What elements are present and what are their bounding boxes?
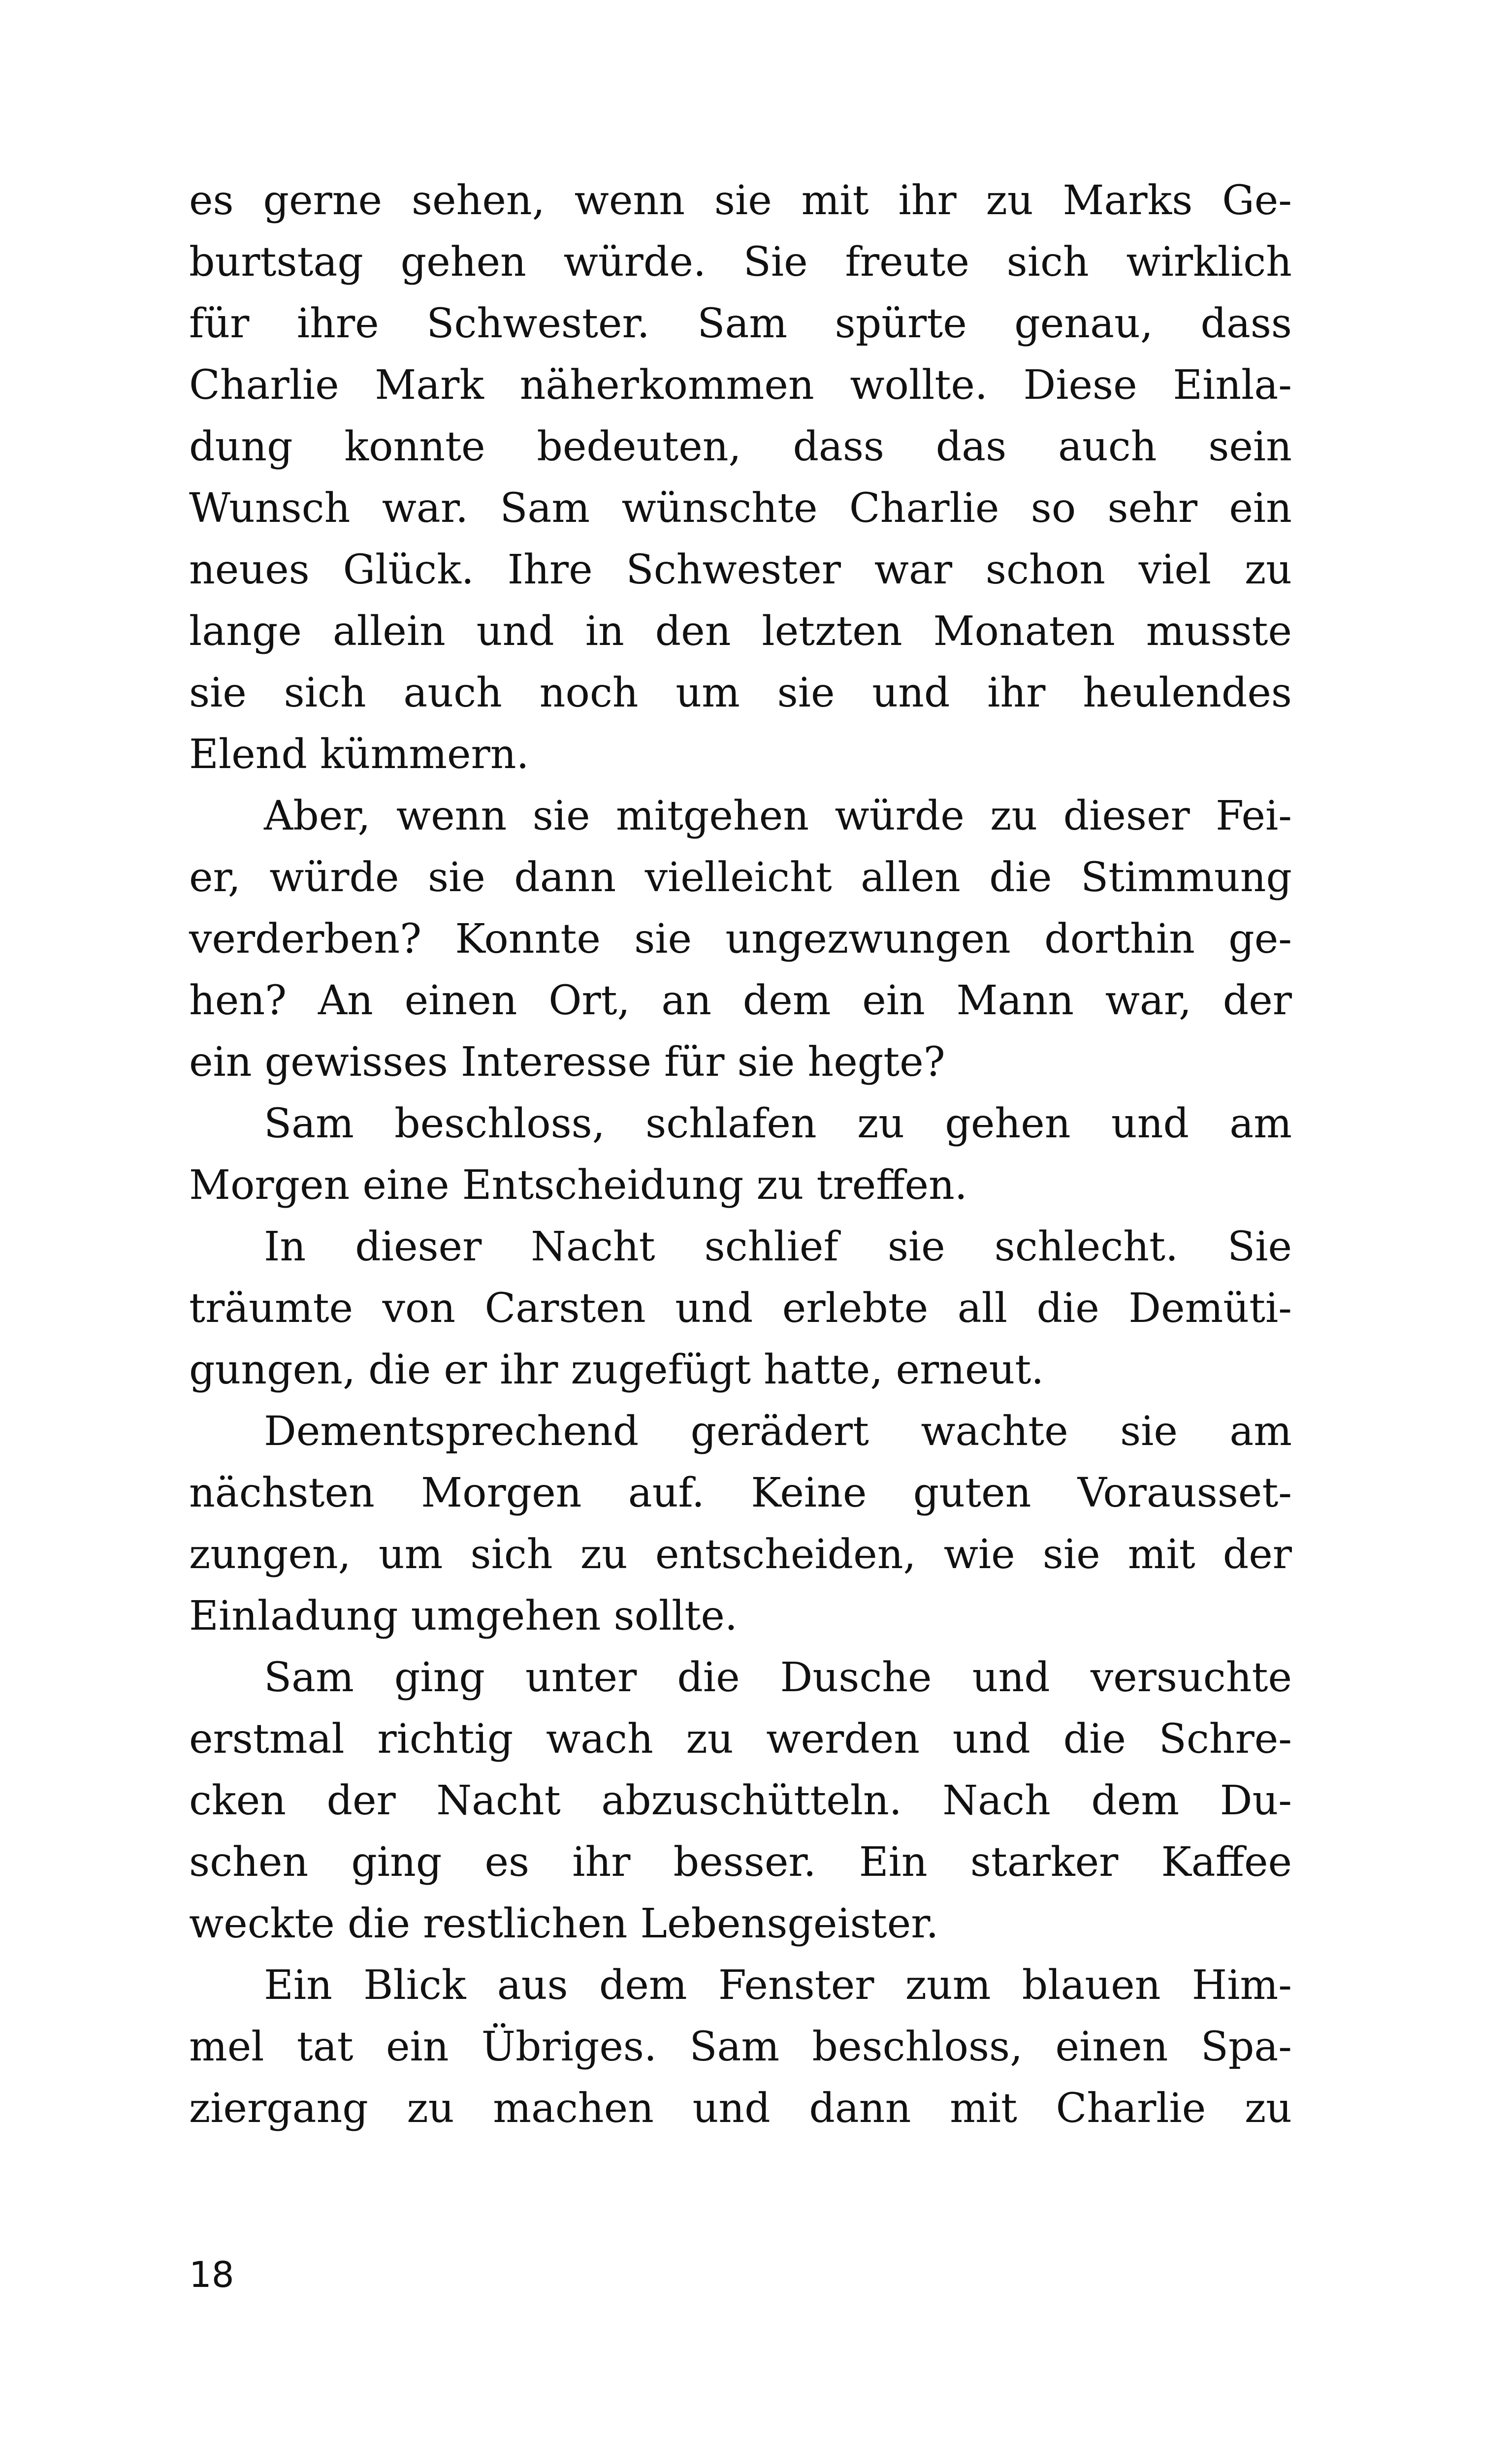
text-line: träumte von Carsten und erlebte all die Demüti- (189, 1285, 1292, 1332)
paragraph-first-line: Ein Blick aus dem Fenster zum blauen Him- (264, 1962, 1292, 2009)
text-line: erstmal richtig wach zu werden und die Schre- (189, 1716, 1292, 1763)
text-line: lange allein und in den letzten Monaten musste (189, 608, 1292, 655)
text-line: hen? An einen Ort, an dem ein Mann war, der (189, 977, 1292, 1024)
text-line: verderben? Konnte sie ungezwungen dorthin ge- (189, 916, 1292, 963)
paragraph-first-line: Sam ging unter die Dusche und versuchte (264, 1654, 1292, 1701)
text-line: es gerne sehen, wenn sie mit ihr zu Marks Ge- (189, 177, 1292, 224)
paragraph-first-line: Aber, wenn sie mitgehen würde zu dieser Fei- (264, 793, 1292, 839)
text-line: cken der Nacht abzuschütteln. Nach dem Du- (189, 1777, 1292, 1824)
text-line: für ihre Schwester. Sam spürte genau, dass (189, 300, 1292, 347)
text-line: sie sich auch noch um sie und ihr heulendes (189, 670, 1292, 716)
text-line: zungen, um sich zu entscheiden, wie sie mit der (189, 1531, 1292, 1578)
text-line: burtstag gehen würde. Sie freute sich wirklich (189, 239, 1292, 286)
text-line: ziergang zu machen und dann mit Charlie zu (189, 2085, 1292, 2132)
paragraph-first-line: Sam beschloss, schlafen zu gehen und am (264, 1100, 1292, 1147)
paragraph-first-line: Dementsprechend gerädert wachte sie am (264, 1408, 1292, 1455)
text-line: weckte die restlichen Lebensgeister. (189, 1900, 939, 1947)
text-line: ein gewisses Interesse für sie hegte? (189, 1039, 945, 1086)
text-line: schen ging es ihr besser. Ein starker Kaffee (189, 1839, 1292, 1886)
body-text (189, 170, 1292, 2139)
text-line: Charlie Mark näherkommen wollte. Diese Einla- (189, 362, 1292, 409)
text-line: neues Glück. Ihre Schwester war schon viel zu (189, 546, 1292, 593)
text-line: gungen, die er ihr zugefügt hatte, erneut. (189, 1347, 1044, 1393)
text-line: Elend kümmern. (189, 731, 529, 778)
text-line: nächsten Morgen auf. Keine guten Vorausset- (189, 1470, 1292, 1516)
text-line: mel tat ein Übriges. Sam beschloss, einen Spa- (189, 2024, 1292, 2070)
text-line: Morgen eine Entscheidung zu treffen. (189, 1162, 967, 1209)
text-line: Wunsch war. Sam wünschte Charlie so sehr ein (189, 485, 1292, 532)
text-line: dung konnte bedeuten, dass das auch sein (189, 423, 1292, 470)
text-line: Einladung umgehen sollte. (189, 1593, 738, 1639)
text-line: er, würde sie dann vielleicht allen die Stimmung (189, 854, 1292, 901)
page-number: 18 (189, 2254, 234, 2295)
paragraph-first-line: In dieser Nacht schlief sie schlecht. Sie (264, 1223, 1292, 1270)
